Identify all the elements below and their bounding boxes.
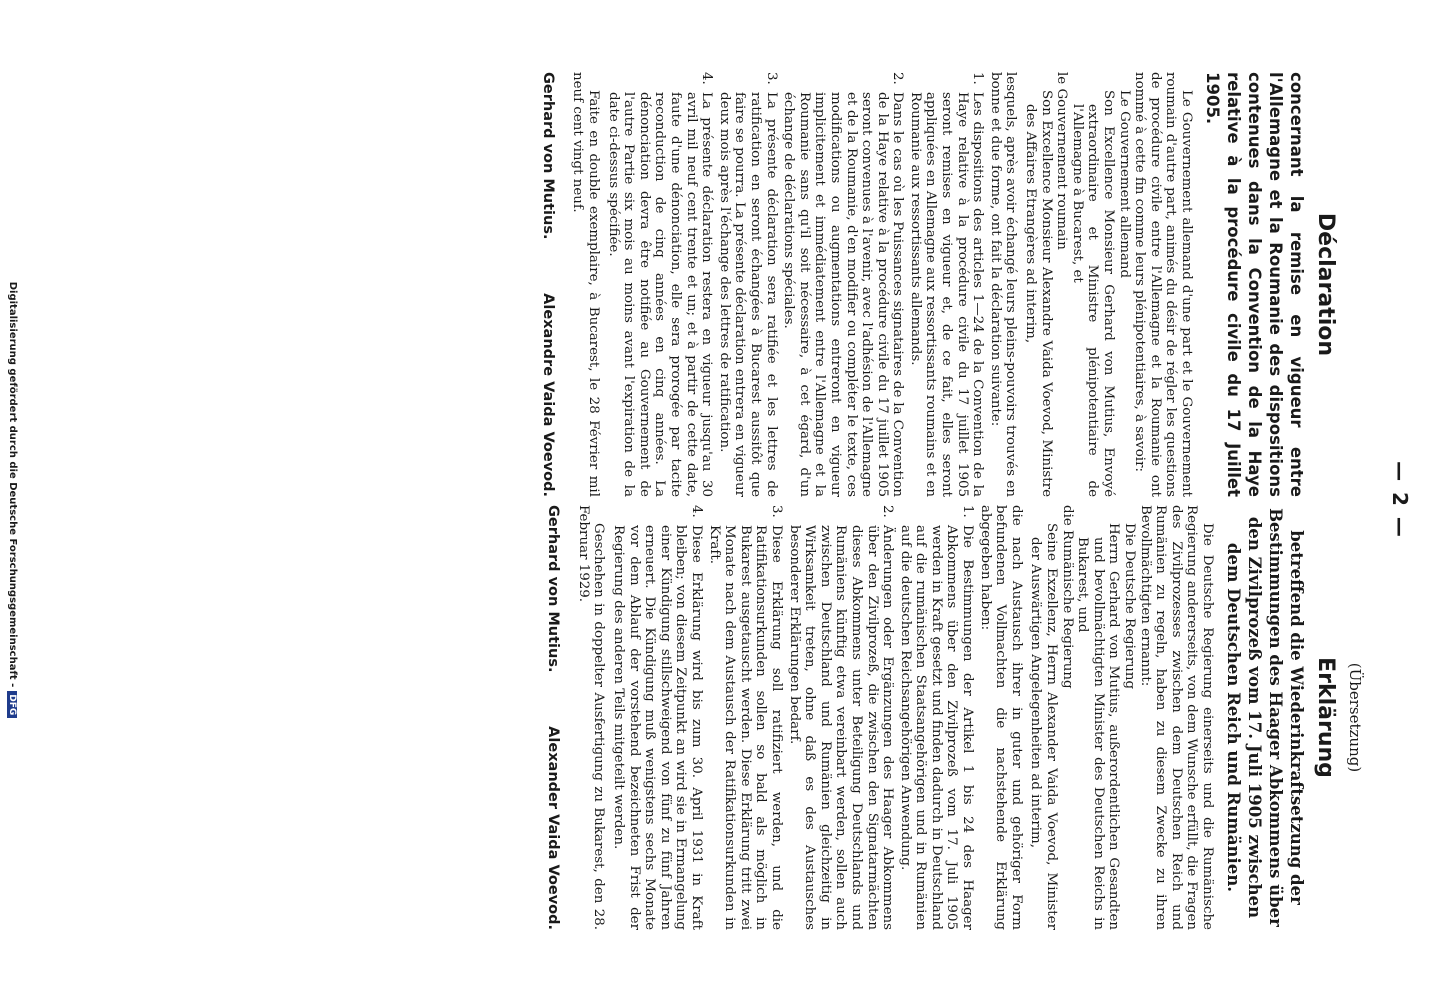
french-closing: Faite en double exemplaire, à Bucarest, le 28 Février mil neuf cent vingt neuf. <box>570 72 602 497</box>
french-article <box>605 72 714 497</box>
signature-right: Alexandre Vaida Voevod. <box>539 293 556 497</box>
german-envoy-de: Herrn Gerhard von Mutius, außerordentlichen Gesandten und bevollmächtigten Minister des Deutschen Reichs in Bukarest, und <box>1075 523 1122 930</box>
article-number: 1. <box>970 72 986 85</box>
article-text: Diese Erklärung wird bis zum 30. April 1931 in Kraft bleiben; von diesem Zeitpunkt an wird sie in Ermangelung einer Kündigung stillschweigend von fünf zu fünf Jahren erneuert. Die Kündigung muß wenigstens sechs Monate vor dem Ablauf der vorstehend bezeichneten Frist der Regierung des anderen Teils mitgeteilt werden. <box>611 525 704 930</box>
french-subtitle: concernant la remise en vigueur entre l'Allemagne et la Roumanie des dispositions contenues dans la Convention de la Haye relative à la procédure civile du 17 Juillet 1905. <box>1203 72 1306 497</box>
german-intro: Die Deutsche Regierung einerseits und die Rumänische Regierung andererseits, von dem Wunsche erfüllt, die Fragen des Zivilprozesses zwischen dem Deutschen Reich und Rumänien zu regeln, haben zu diesem Zwecke zu ihren Bevollmächtigten ernannt: <box>1137 505 1215 930</box>
german-envoy-ro: Seine Exzellenz, Herrn Alexander Vaida Voevod, Minister der Auswärtigen Angelegenheiten ad interim, <box>1028 523 1060 930</box>
article-number: 1. <box>960 505 976 518</box>
german-article <box>706 505 784 930</box>
translation-note: (Übersetzung) <box>1346 662 1364 773</box>
article-text: Die Bestimmungen der Artikel 1 bis 24 des Haager Abkommens über den Zivilprozeß vom 17. Juli 1905 werden in Kraft gesetzt und finden dadurch in Deutschland auf die rumänischen Staatsangehörigen und in Rumänien auf die deutschen Reichsangehörigen Anwendung. <box>897 525 976 930</box>
page-number: — 2 — <box>1388 461 1412 539</box>
signature-left: Gerhard von Mutius. <box>545 505 562 673</box>
french-envoy-ro: Son Excellence Monsieur Alexandre Vaida Voevod, Ministre des Affaires Etrangères ad interim, <box>1023 90 1054 497</box>
german-subtitle: betreffend die Wiederinkraftsetzung der Bestimmungen des Haager Abkommens über den Zivilprozeß vom 17. Juli 1905 zwischen dem Deutschen Reich und Rumänien. <box>1224 508 1306 927</box>
german-signatures <box>545 505 561 930</box>
german-article <box>610 505 704 930</box>
french-article <box>907 72 985 497</box>
spacer <box>1342 72 1364 497</box>
signature-right: Alexander Vaida Voevod. <box>545 726 562 930</box>
signature-left: Gerhard von Mutius. <box>539 72 556 240</box>
article-text: Les dispositions des articles 1—24 de la Convention de la Haye relative à la procédure civile du 17 juillet 1905 seront remises en vigueur et, de ce fait, elles seront appliquées en Allemagne aux ressortissants roumains et en Roumanie aux ressortissants allemands. <box>907 92 986 497</box>
german-column <box>545 505 1364 930</box>
article-number: 3. <box>763 72 779 85</box>
german-agreement: die nach Austausch ihrer in guter und gehöriger Form befundenen Vollmachten die nachstehende Erklärung abgegeben haben: <box>977 505 1024 930</box>
article-text: Diese Erklärung soll ratifiziert werden, und die Ratifikationsurkunden sollen so bald als möglich in Bukarest ausgetauscht werden. Diese Erklärung tritt zwei Monate nach dem Austausch der Ratifikationsurkunden in Kraft. <box>706 525 784 930</box>
french-article <box>781 72 906 497</box>
german-title: Erklärung <box>1313 657 1338 778</box>
dfg-logo: DFG <box>7 691 17 718</box>
french-intro: Le Gouvernement allemand d'une part et le Gouvernement roumain d'autre part, animés du désir de régler les questions de procédure civile entre l'Allemagne et la Roumanie ont nommé à cette fin comme leurs plénipotentiaires, à savoir: <box>1132 72 1194 497</box>
article-text: La présente déclaration restera en vigueur jusqu'au 30 avril mil neuf cent trente et un; et à partir de cette date, faute d'une dénonciation, elle sera prorogée par tacite reconduction de cinq années en cinq années. La dénonciation devra être notifiée au Gouvernement de l'autre Partie six mois au moins avant l'expiration de la date ci-dessus spécifiée. <box>605 92 715 497</box>
german-gov-ro: die Rumänische Regierung <box>1059 505 1075 689</box>
digitization-footer <box>0 0 18 1000</box>
article-number: 2. <box>890 72 906 85</box>
french-article <box>716 72 778 497</box>
article-number: 3. <box>768 505 784 518</box>
article-text: La présente déclaration sera ratifiée et les lettres de ratification en seront échangées à Bucarest aussitôt que faire se pourra. La présente déclaration entrera en vigueur deux mois après l'échange des lettres de ratification. <box>716 92 779 497</box>
article-text: Änderungen oder Ergänzungen des Haager Abkommens über den Zivilprozeß, die zwischen den Signatarmächten dieses Abkommens unter Beteiligung Deutschlands und Rumäniens künftig etwa vereinbart werden, sollen auch zwischen Deutschland und Rumänien gleichzeitig in Wirksamkeit treten, ohne daß es des Austausches besonderer Erklärungen bedarf. <box>786 525 896 930</box>
german-article <box>786 505 895 930</box>
german-gov-de: Die Deutsche Regierung <box>1122 523 1138 690</box>
article-number: 4. <box>689 505 704 518</box>
german-article <box>897 505 975 930</box>
footer-text: Digitalisierung gefördert durch die Deutsche Forschungsgemeinschaft - <box>7 281 18 688</box>
article-number: 4. <box>699 72 715 85</box>
article-text: Dans le cas où les Puissances signataires de la Convention de la Haye relative à la procédure civile du 17 juillet 1905 seront convenues à l'avenir, avec l'adhésion de l'Allemagne et de la Roumanie, d'en modifier ou compléter le texte, ces modifications ou augmentations entreront en vigueur implicitement et immédiatement entre l'Allemagne et la Roumanie sans qu'il soit nécessaire, à cet égard, d'un échange de déclarations spéciales. <box>781 92 906 497</box>
french-agreement: lesquels, après avoir échangé leurs pleins-pouvoirs trouvés en bonne et due forme, ont fait la déclaration suivante: <box>987 72 1019 497</box>
french-envoy-de: Son Excellence Monsieur Gerhard von Mutius, Envoyé extraordinaire et Ministre plénipotentiaire de l'Allemagne à Bucarest, et <box>1069 90 1117 497</box>
french-gov-ro: le Gouvernement roumain <box>1054 72 1070 250</box>
french-column <box>540 72 1364 497</box>
french-gov-de: Le Gouvernement allemand <box>1116 90 1132 279</box>
french-signatures <box>540 72 556 497</box>
french-title: Déclaration <box>1313 212 1338 357</box>
article-number: 2. <box>880 505 896 518</box>
german-closing: Geschehen in doppelter Ausfertigung zu Bukarest, den 28. Februar 1929. <box>575 505 607 930</box>
